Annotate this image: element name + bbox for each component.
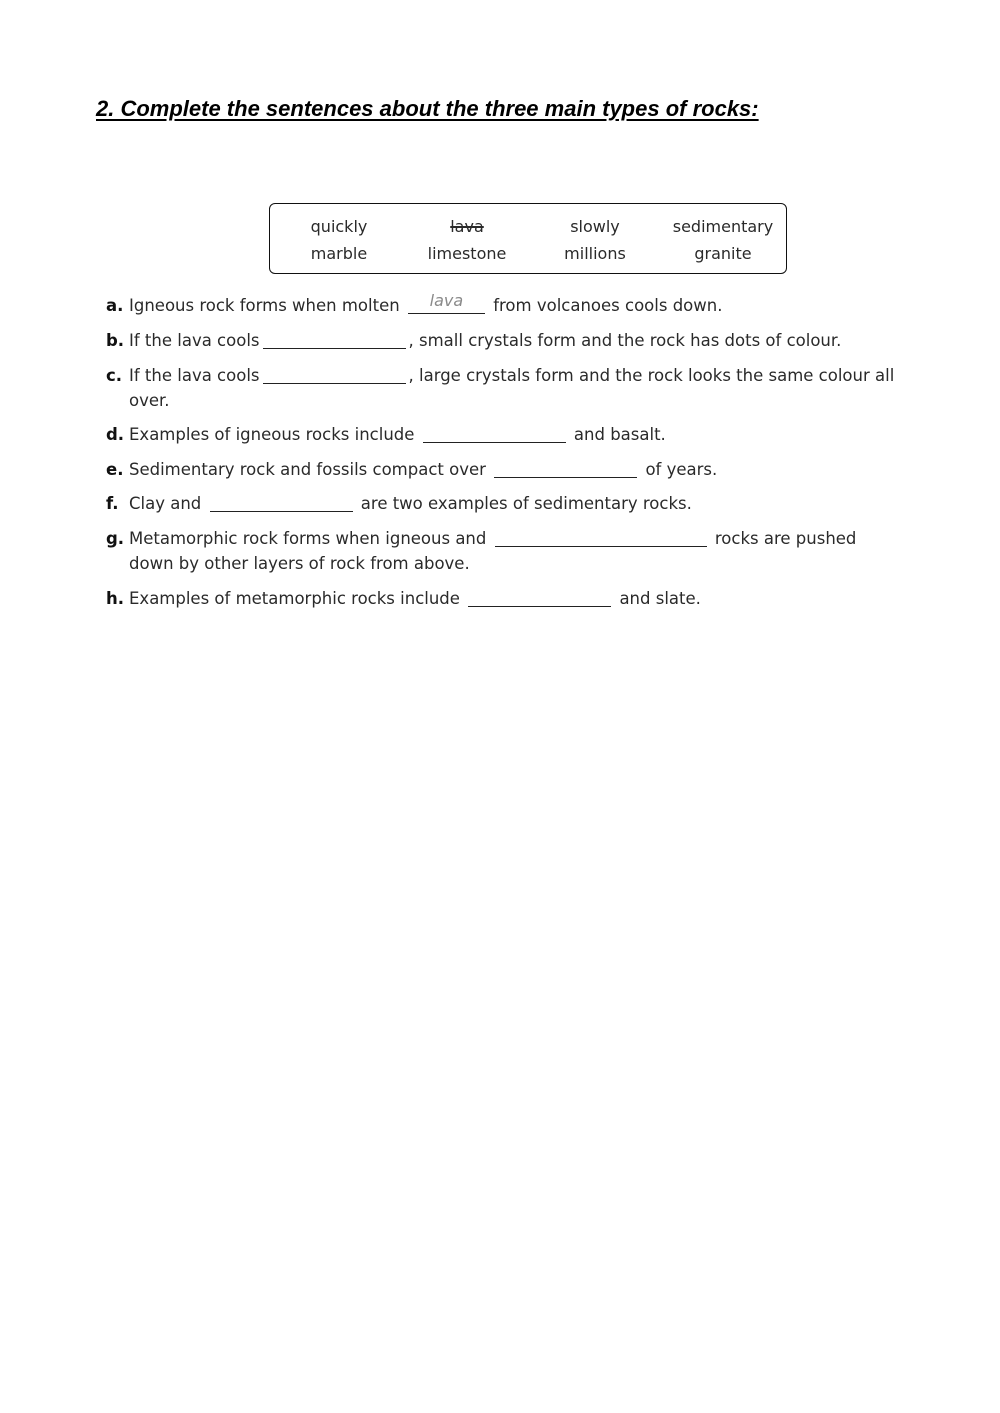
- question-c: [106, 363, 906, 413]
- answer-blank-a[interactable]: [408, 291, 485, 314]
- question-text-before: If the lava cools: [129, 366, 260, 385]
- question-letter: b.: [106, 331, 125, 350]
- question-text-after: , small crystals form and the rock has dots of colour.: [408, 331, 842, 350]
- question-d: [106, 422, 906, 447]
- answer-blank-h[interactable]: [468, 588, 611, 607]
- answer-blank-c[interactable]: [263, 365, 406, 384]
- word-bank-item: millions: [564, 244, 626, 263]
- question-letter: f.: [106, 494, 119, 513]
- question-text-after: of years.: [645, 460, 718, 479]
- question-text-before: If the lava cools: [129, 331, 260, 350]
- question-text-after: from volcanoes cools down.: [493, 296, 723, 315]
- word-bank-item: granite: [694, 244, 752, 263]
- question-f: [106, 491, 906, 516]
- question-text-after: and slate.: [619, 589, 701, 608]
- answer-blank-d[interactable]: [423, 424, 566, 443]
- question-text-before: Igneous rock forms when molten: [129, 296, 400, 315]
- filled-answer: lava: [429, 291, 464, 310]
- word-bank-item: slowly: [570, 217, 620, 236]
- question-text-after: rocks are pushed down by other layers of rock from above.: [129, 529, 857, 573]
- answer-blank-b[interactable]: [263, 330, 406, 349]
- question-text-after: are two examples of sedimentary rocks.: [360, 494, 692, 513]
- question-text-before: Examples of igneous rocks include: [129, 425, 415, 444]
- question-letter: g.: [106, 529, 125, 548]
- word-bank-item: quickly: [310, 217, 368, 236]
- question-text-before: Sedimentary rock and fossils compact over: [129, 460, 486, 479]
- word-bank-item: marble: [310, 244, 368, 263]
- question-a: [106, 293, 906, 318]
- question-text-before: Examples of metamorphic rocks include: [129, 589, 460, 608]
- question-text-after: and basalt.: [573, 425, 666, 444]
- question-h: [106, 586, 906, 611]
- question-text-before: Clay and: [129, 494, 202, 513]
- question-letter: a.: [106, 296, 124, 315]
- answer-blank-f[interactable]: [210, 493, 353, 512]
- question-b: [106, 328, 906, 353]
- question-text-before: Metamorphic rock forms when igneous and: [129, 529, 487, 548]
- answer-blank-g[interactable]: [495, 528, 707, 547]
- question-text-after: , large crystals form and the rock looks the same colour all over.: [129, 366, 895, 410]
- page-title: 2. Complete the sentences about the three main types of rocks:: [96, 96, 759, 121]
- question-g: [106, 526, 906, 576]
- question-letter: h.: [106, 589, 125, 608]
- word-bank-item: limestone: [427, 244, 507, 263]
- word-bank: [269, 203, 787, 274]
- word-bank-item-used: lava: [450, 217, 484, 236]
- question-letter: e.: [106, 460, 124, 479]
- question-letter: c.: [106, 366, 123, 385]
- question-letter: d.: [106, 425, 125, 444]
- word-bank-item: sedimentary: [672, 217, 774, 236]
- answer-blank-e[interactable]: [494, 459, 637, 478]
- question-e: [106, 457, 906, 482]
